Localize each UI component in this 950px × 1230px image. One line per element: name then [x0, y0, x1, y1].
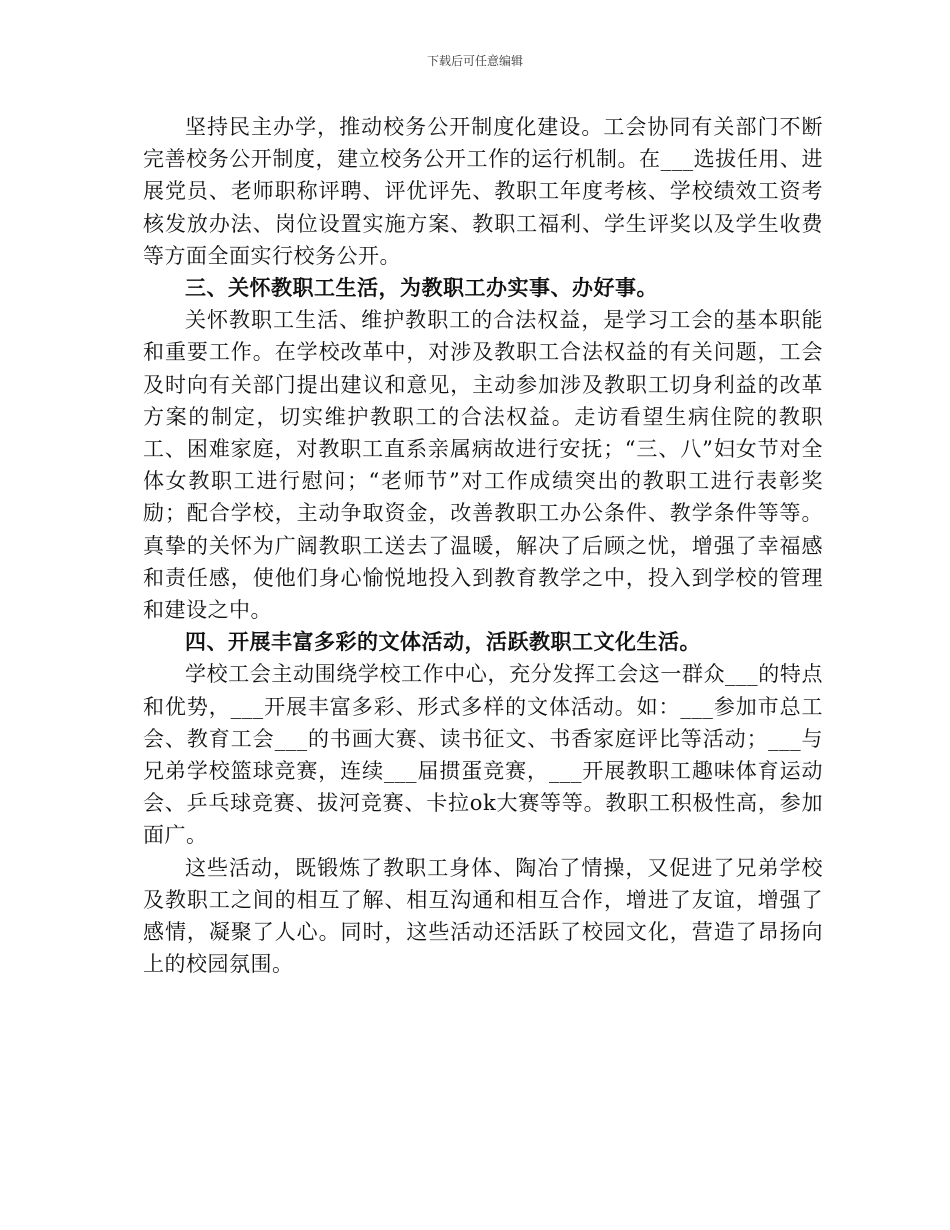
- paragraph-school-affairs-openness: 坚持民主办学，推动校务公开制度化建设。工会协同有关部门不断完善校务公开制度，建立校务公开工作的运行机制。在___选拔任用、进展党员、老师职称评聘、评优评先、教职工年度考核、学校绩效工资考核发放办法、岗位设置实施方案、教职工福利、学生评奖以及学生收费等方面全面实行校务公开。: [143, 115, 823, 268]
- paragraph-care-for-staff: 关怀教职工生活、维护教职工的合法权益，是学习工会的基本职能和重要工作。在学校改革中，对涉及教职工合法权益的有关问题，工会及时向有关部门提出建议和意见，主动参加涉及教职工切身利益的改革方案的制定，切实维护教职工的合法权益。走访看望生病住院的教职工、困难家庭，对教职工直系亲属病故进行安抚；“三、八”妇女节对全体女教职工进行慰问；“老师节”对工作成绩突出的教职工进行表彰奖励；配合学校，主动争取资金，改善教职工办公条件、教学条件等等。真挚的关怀为广阔教职工送去了温暖，解决了后顾之忧，增强了幸福感和责任感，使他们身心愉悦地投入到教育教学之中，投入到学校的管理和建设之中。: [143, 308, 823, 623]
- section-heading-3: 三、关怀教职工生活，为教职工办实事、办好事。: [185, 275, 658, 301]
- paragraph-cultural-activities: 学校工会主动围绕学校工作中心，充分发挥工会这一群众___的特点和优势，___开展丰富多彩、形式多样的文体活动。如：___参加市总工会、教育工会___的书画大赛、读书征文、书香家庭评比等活动；___与兄弟学校篮球竞赛，连续___届掼蛋竞赛，___开展教职工趣味体育运动会、乒乓球竞赛、拔河竞赛、卡拉ok大赛等等。教职工积极性高，参加面广。: [143, 662, 823, 848]
- section-heading-4: 四、开展丰富多彩的文体活动，活跃教职工文化生活。: [185, 629, 701, 655]
- document-body: [143, 111, 823, 980]
- page-header-note: 下载后可任意编辑: [426, 54, 523, 68]
- paragraph-activity-benefits: 这些活动，既锻炼了教职工身体、陶冶了情操，又促进了兄弟学校及教职工之间的相互了解、相互沟通和相互合作，增进了友谊，增强了感情，凝聚了人心。同时，这些活动还活跃了校园文化，营造了昂扬向上的校园氛围。: [143, 855, 823, 977]
